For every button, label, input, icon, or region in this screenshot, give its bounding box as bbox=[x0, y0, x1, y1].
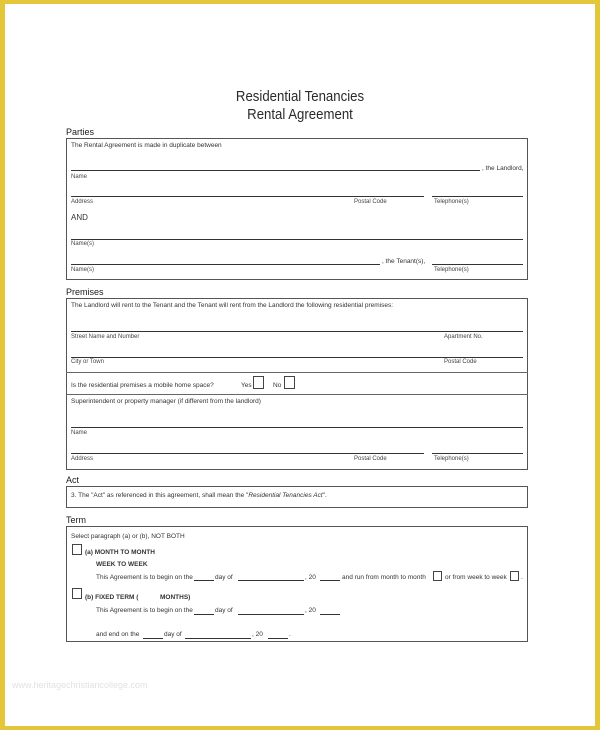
option-a-end: . bbox=[521, 574, 523, 581]
option-b-end-year-line[interactable] bbox=[268, 638, 288, 639]
option-b-suffix: MONTHS) bbox=[160, 594, 191, 601]
tenant-name-line-2[interactable] bbox=[71, 264, 380, 265]
parties-box bbox=[66, 138, 528, 280]
option-a-line1: (a) MONTH TO MONTH bbox=[85, 549, 155, 556]
premises-heading: Premises bbox=[66, 287, 104, 297]
option-b-end-period: . bbox=[289, 631, 291, 638]
option-b-comma20: , 20 bbox=[305, 607, 316, 614]
manager-label: Superintendent or property manager (if different from the landlord) bbox=[71, 398, 261, 405]
premises-divider-2 bbox=[66, 394, 528, 395]
option-b-year-line[interactable] bbox=[320, 614, 340, 615]
term-heading: Term bbox=[66, 515, 86, 525]
premises-intro: The Landlord will rent to the Tenant and the Tenant will rent from the Landlord the following residential premises: bbox=[71, 302, 394, 309]
yes-checkbox[interactable] bbox=[253, 376, 264, 389]
act-heading: Act bbox=[66, 475, 80, 485]
manager-name-label: Name bbox=[71, 430, 88, 436]
manager-address-line[interactable] bbox=[71, 453, 424, 454]
apartment-label: Apartment No. bbox=[444, 334, 483, 340]
manager-address-label: Address bbox=[71, 456, 94, 462]
option-a-day-line[interactable] bbox=[194, 580, 214, 581]
option-b-end-month-line[interactable] bbox=[185, 638, 251, 639]
option-a-year-line[interactable] bbox=[320, 580, 340, 581]
city-line[interactable] bbox=[71, 357, 523, 358]
tenant-telephone-label: Telephone(s) bbox=[434, 267, 469, 273]
landlord-telephone-label: Telephone(s) bbox=[434, 199, 469, 205]
document-title-line2: Rental Agreement bbox=[247, 106, 353, 123]
option-a-comma20: , 20 bbox=[305, 574, 316, 581]
term-select-text: Select paragraph (a) or (b), NOT BOTH bbox=[71, 533, 185, 540]
tenant-name-line-1[interactable] bbox=[71, 239, 523, 240]
act-text-suffix: ". bbox=[322, 492, 327, 499]
option-b-end-comma20: , 20 bbox=[252, 631, 263, 638]
manager-postal-label: Postal Code bbox=[354, 456, 387, 462]
landlord-name-label: Name bbox=[71, 174, 88, 180]
act-text-italic: Residential Tenancies Act bbox=[248, 492, 323, 499]
option-b-month-line[interactable] bbox=[238, 614, 304, 615]
option-b-end-prefix: and end on the bbox=[96, 631, 140, 638]
and-label: AND bbox=[71, 213, 88, 222]
option-a-line2: WEEK TO WEEK bbox=[96, 561, 148, 568]
manager-name-line[interactable] bbox=[71, 427, 523, 428]
option-a-begin: This Agreement is to begin on the bbox=[96, 574, 193, 581]
option-b-begin: This Agreement is to begin on the bbox=[96, 607, 193, 614]
month-to-month-checkbox[interactable] bbox=[433, 571, 442, 581]
mobile-home-question: Is the residential premises a mobile home space? bbox=[71, 382, 214, 389]
week-to-week-checkbox[interactable] bbox=[510, 571, 519, 581]
tenant-names-label: Name(s) bbox=[71, 241, 95, 247]
option-b-day-of: day of bbox=[215, 607, 233, 614]
option-b-prefix: (b) FIXED TERM ( bbox=[85, 594, 139, 601]
manager-telephone-label: Telephone(s) bbox=[434, 456, 469, 462]
landlord-address-label: Address bbox=[71, 199, 94, 205]
premises-postal-label: Postal Code bbox=[444, 359, 477, 365]
parties-intro: The Rental Agreement is made in duplicate between bbox=[71, 142, 222, 149]
no-checkbox[interactable] bbox=[284, 376, 295, 389]
city-label: City or Town bbox=[71, 359, 104, 365]
parties-heading: Parties bbox=[66, 127, 95, 137]
option-a-month-line[interactable] bbox=[238, 580, 304, 581]
option-a-or: or from week to week bbox=[445, 574, 507, 581]
option-a-checkbox[interactable] bbox=[72, 544, 82, 555]
watermark: www.heritagechristiancollege.com bbox=[12, 680, 148, 690]
option-b-day-line[interactable] bbox=[194, 614, 214, 615]
landlord-suffix: , the Landlord, bbox=[482, 165, 524, 172]
option-b-end-day-of: day of bbox=[164, 631, 182, 638]
tenants-suffix: , the Tenant(s), bbox=[382, 258, 426, 265]
option-b-checkbox[interactable] bbox=[72, 588, 82, 599]
premises-divider-1 bbox=[66, 372, 528, 373]
street-line[interactable] bbox=[71, 331, 523, 332]
option-a-run: and run from month to month bbox=[342, 574, 426, 581]
option-b-end-day-line[interactable] bbox=[143, 638, 163, 639]
street-label: Street Name and Number bbox=[71, 334, 140, 340]
document-title-line1: Residential Tenancies bbox=[235, 88, 365, 105]
yes-label: Yes bbox=[241, 382, 252, 389]
tenant-names-label-2: Name(s) bbox=[71, 267, 95, 273]
manager-telephone-line[interactable] bbox=[432, 453, 523, 454]
landlord-postal-label: Postal Code bbox=[354, 199, 387, 205]
landlord-address-line[interactable] bbox=[71, 196, 424, 197]
act-text-prefix: 3. The "Act" as referenced in this agreement, shall mean the " bbox=[71, 492, 249, 499]
option-a-day-of: day of bbox=[215, 574, 233, 581]
act-text bbox=[71, 492, 327, 499]
landlord-name-line[interactable] bbox=[71, 170, 480, 171]
tenant-telephone-line[interactable] bbox=[432, 264, 523, 265]
landlord-telephone-line[interactable] bbox=[432, 196, 523, 197]
no-label: No bbox=[273, 382, 282, 389]
term-box bbox=[66, 526, 528, 642]
